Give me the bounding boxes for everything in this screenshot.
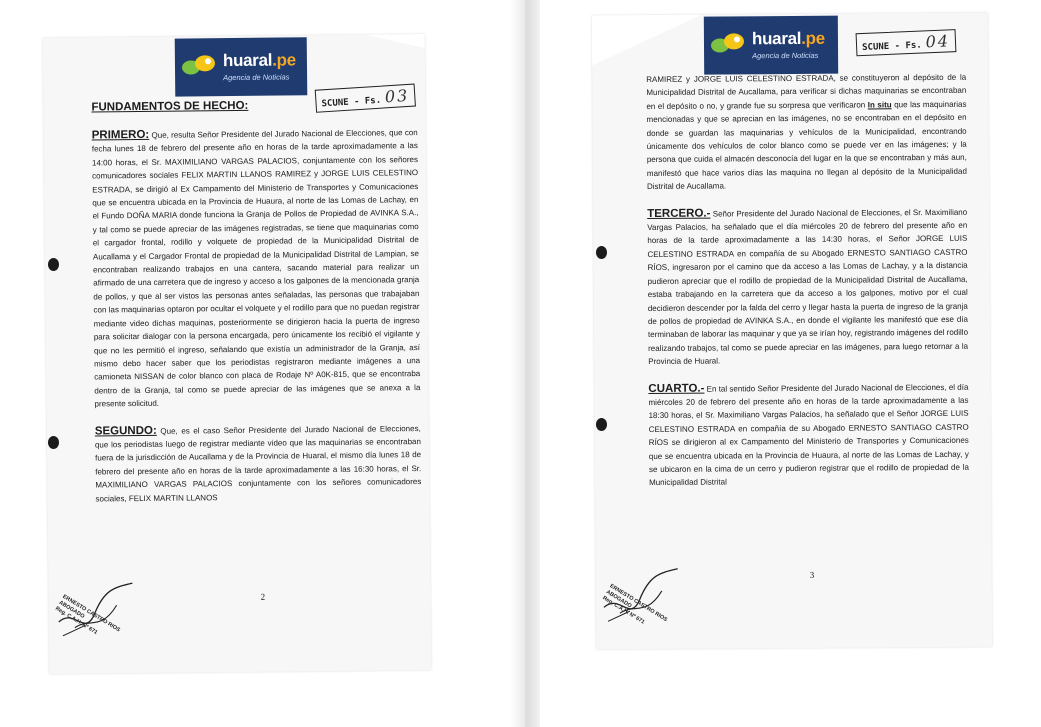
punch-hole: [596, 418, 607, 431]
signature-seal: ERNESTO CASTRO RIOS ABOGADO Reg. C.A.H. Nº 671: [601, 583, 669, 626]
page-number: 2: [260, 591, 266, 602]
paragraph-segundo: [95, 422, 422, 506]
folio-stamp-label: SCUNE - Fs.: [861, 40, 922, 54]
section-heading: FUNDAMENTOS DE HECHO:: [91, 99, 249, 114]
paragraph-text: En tal sentido Señor Presidente del Jurado Nacional de Elecciones, el día miércoles 20 de febrero del presente año en horas de la tarde aproximadamente a las 18:30 horas, el Sr. Maximiliano Vargas Palacios, ha señalado que el Señor JORGE LUIS CELESTINO ESTRADA en compañía de su Abogado ERNESTO SANTIAGO CASTRO RÍOS se dirigieron al ex Campamento del Ministerio de Transportes y Comunicaciones que se encuentra ubicada en la Provincia de Huaura, al norte de las Lomas de Lachay, y se ubicaron en la cima de un cerro y pudieron registrar que el rodillo de propiedad de la Municipalidad Distrital: [648, 382, 969, 488]
folio-stamp-number: 03: [384, 85, 410, 107]
punch-hole: [48, 258, 59, 271]
paragraph-cuarto: [648, 380, 969, 489]
paragraph-lead: TERCERO.-: [647, 207, 711, 220]
paragraph-lead: CUARTO.-: [648, 382, 705, 395]
logo-tagline: Agencia de Noticias: [752, 50, 819, 61]
paragraph-primero: [92, 126, 421, 411]
right-page-body: [646, 71, 969, 504]
paragraph-lead: SEGUNDO:: [94, 424, 157, 438]
page-corner-fold: [592, 15, 702, 66]
punch-hole: [48, 436, 59, 449]
page-number: 3: [809, 569, 815, 580]
huaral-logo: [175, 37, 308, 96]
folio-stamp-number: 04: [925, 31, 951, 52]
paragraph-text: RAMIREZ y JORGE LUIS CELESTINO ESTRADA, se constituyeron al depósito de la Municipalidad Distrital de Aucallama, para verificar si dichas maquinarias se encontraban en el depósito o no, y grande fue su sorpresa que verificaron: [646, 72, 967, 111]
punch-hole: [596, 246, 607, 259]
huaral-logo: [704, 16, 838, 75]
paragraph-tercero: [647, 205, 968, 368]
folio-stamp: [856, 29, 957, 56]
paragraph-text: Señor Presidente del Jurado Nacional de Elecciones, el Sr. Maximiliano Vargas Palacios, ha señalado que el día miércoles 20 de febrero del presente año en horas de la tarde aproximadamente a las 14:30 horas, el Señor JORGE LUIS CELESTINO ESTRADA en compañía de su Abogado ERNESTO SANTIAGO CASTRO RÍOS, ingresaron por el camino que da acceso a las Lomas de Lachay, y a la distancia pudieron apreciar que el rodillo de propiedad de la Municipalidad Distrital de Aucallama, estaba trabajando en la carretera que da acceso a los galpones, motivo por el cual decidieron descender por la falda del cerro y llegar hasta la puerta de ingreso de la granja de pollos de propiedad de AVINKA S.A., en donde el vigilante les manifestó que ese día terminaban de laborar las maquinar y que ya se irían hoy, registrando imágenes del rodillo realizando trabajos, tal como se puede apreciar en las imágenes, para luego retornar a la Provincia de Huaral.: [647, 207, 969, 367]
folio-stamp-label: SCUNE - Fs.: [321, 95, 382, 110]
folio-stamp: [315, 84, 416, 113]
paragraph-text: que las maquinarias mencionadas y que se aprecian en las imágenes, no se encontraban en el depósito en donde se guardan las maquinarias y vehículos de la Municipalidad, encontrando únicamente dos vehículos de color blanco como se puede ver en las imágenes; y la persona que cuida el almacén desconocía del lugar en la que se encontraban y más aun, manifestó que hace varios días las maquina no llegan al depósito de la Municipalidad Distrital de Aucallama.: [646, 99, 967, 192]
emphasis-in-situ: In situ: [867, 100, 892, 110]
logo-wordmark: huaral.pe: [751, 28, 825, 49]
left-page-body: [92, 126, 422, 519]
book-gutter: [510, 0, 540, 727]
logo-icon: [710, 30, 746, 54]
page-corner-fold: [365, 34, 425, 49]
paragraph-continuation: [646, 71, 967, 194]
document-page-right: [592, 13, 992, 650]
logo-wordmark: huaral.pe: [222, 50, 296, 71]
paragraph-text: Que, resulta Señor Presidente del Jurado Nacional de Elecciones, que con fecha lunes 18 de febrero del presente año en horas de la tarde aproximadamente a las 14:00 horas, el Sr. MAXIMILIANO VARGAS PALACIOS, conjuntamente con los señores comunicadores sociales FELIX MARTIN LLANOS RAMIREZ y JORGE LUIS CELESTINO ESTRADA, se dirigió al Ex Campamento del Ministerio de Transportes y Comunicaciones que se encuentra ubicada en la Provincia de Huaura, al norte de las Lomas de Lachay, en el Fundo DOÑA MARIA donde funciona la Granja de Pollos de Propiedad de AVINKA S.A., y tal como se puede apreciar de las imágenes registradas, se tiene que maquinarias como el cargador frontal, rodillo y volquete de propiedad de la Municipalidad Distrital de Aucallama y el Cargador Frontal de propiedad de la Municipalidad Distrital de Lampian, se encontraban realizando trabajos en una cantera, sacando material para realizar un afirmado de una carretera que de ingreso y acceso a los galpones de la mencionada granja de pollos, y que al ser vistos las personas antes señaladas, las personas que trabajaban con las maquinarias optaron por ocultar el volquete y el rodillo para que no puedan registrar mediante video dichas maquinas, posteriormente se dirigieron hacia la puerta de ingreso para solicitar dialogar con la persona encargada, pero únicamente los recibió el vigilante y que no les permitió el ingreso, señalando que existía un administrador de la Granja, así mismo debo hacer saber que los periodistas registraron mediante imágenes a una camioneta NISSAN de color blanco con placa de Rodaje Nº A0K-815, que se encontraba dentro de la Granja, tal como se puede apreciar de las imágenes que se anexa a la presente solicitud.: [91, 128, 421, 409]
paragraph-text: Que, es el caso Señor Presidente del Jurado Nacional de Elecciones, que los periodistas luego de registrar mediante video que las maquinarias se encontraban fuera de la jurisdicción de Aucallama y de la Provincia de Huaral, el mismo día lunes 18 de febrero del presente año en horas de la tarde aproximadamente a las 16:30 horas, el Sr. MAXIMILIANO VARGAS PALACIOS conjuntamente con los señores comunicadores sociales, FELIX MARTIN LLANOS: [94, 423, 422, 504]
logo-tagline: Agencia de Noticias: [223, 72, 290, 83]
logo-icon: [181, 52, 217, 76]
paragraph-lead: PRIMERO:: [91, 128, 150, 142]
document-page-left: [43, 34, 432, 674]
signature-seal: ERNESTO CASTRO RIOS ABOGADO Reg. C.A.H. Nº 671: [54, 593, 122, 636]
